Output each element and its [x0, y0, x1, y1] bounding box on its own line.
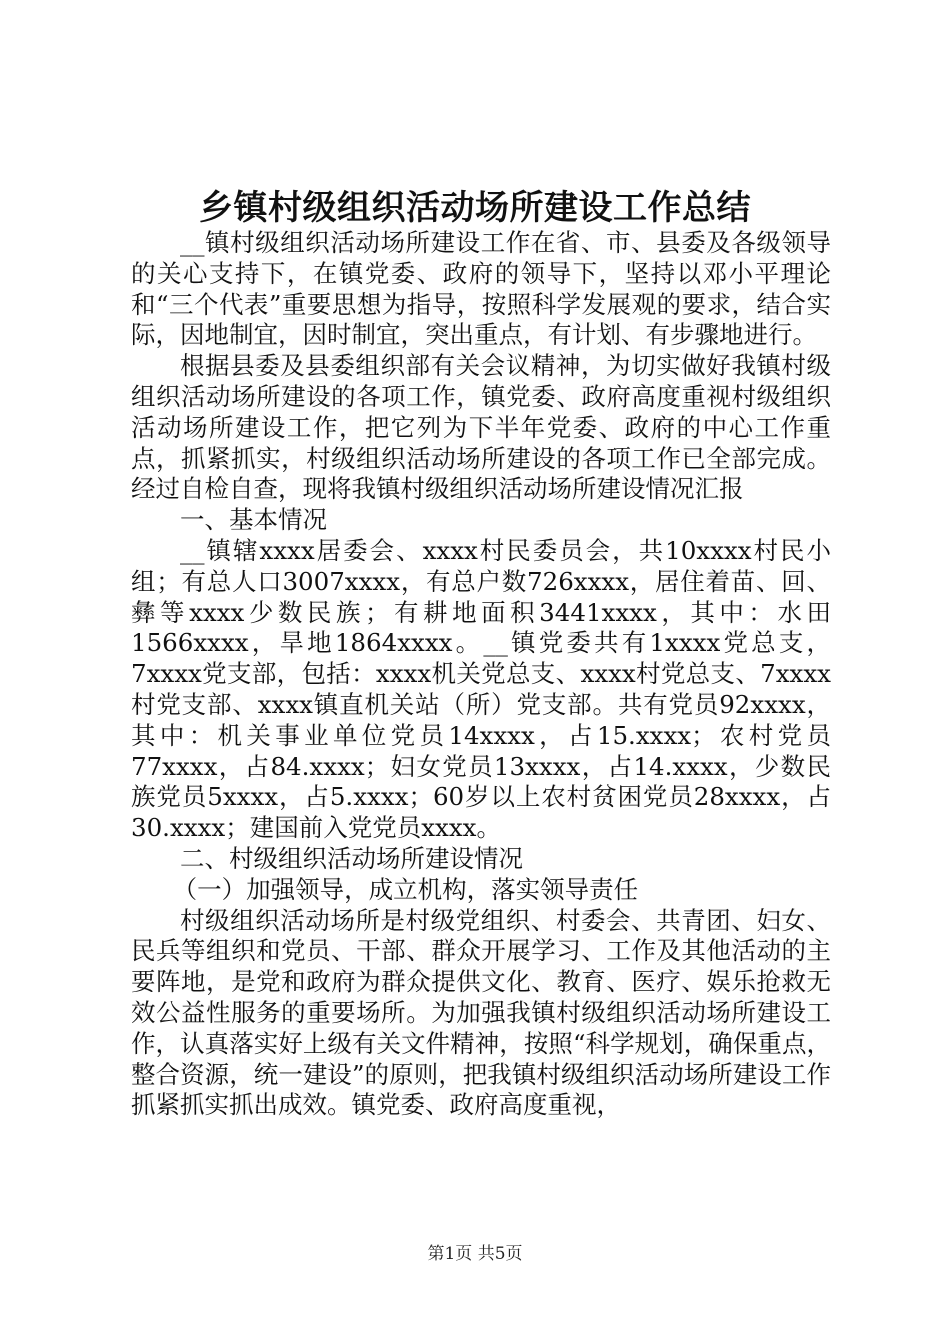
- section-heading-construction: 二、村级组织活动场所建设情况: [180, 843, 523, 873]
- paragraph-basic-situation: __镇辖xxxx居委会、xxxx村民委员会，共10xxxx村民小组；有总人口3007xxxx，有总户数726xxxx，居住着苗、回、彝等xxxx少数民族；有耕地面积3441xxxx，其中：水田1566xxxx，旱地1864xxxx。__镇党委共有1xxxx党总支，7xxxx党支部，包括：xxxx机关党总支、xxxx村党总支、7xxxx村党支部、xxxx镇直机关站（所）党支部。共有党员92xxxx，其中：机关事业单位党员14xxxx，占15.xxxx；农村党员77xxxx，占84.xxxx；妇女党员13xxxx，占14.xxxx，少数民族党员5xxxx，占5.xxxx；60岁以上农村贫困党员28xxxx，占30.xxxx；建国前入党党员xxxx。: [131, 535, 831, 843]
- section-heading-basic-situation: 一、基本情况: [180, 505, 327, 535]
- subsection-heading-leadership: （一）加强领导，成立机构，落实领导责任: [172, 874, 639, 904]
- page-number-footer: 第1页 共5页: [427, 1244, 523, 1264]
- paragraph-intro: __镇村级组织活动场所建设工作在省、市、县委及各级领导的关心支持下，在镇党委、政府的领导下，坚持以邓小平理论和“三个代表”重要思想为指导，按照科学发展观的要求，结合实际，因地制宜，因时制宜，突出重点，有计划、有步骤地进行。: [131, 228, 831, 350]
- document-title: 乡镇村级组织活动场所建设工作总结: [199, 188, 751, 228]
- paragraph-leadership: 村级组织活动场所是村级党组织、村委会、共青团、妇女、民兵等组织和党员、干部、群众开展学习、工作及其他活动的主要阵地，是党和政府为群众提供文化、教育、医疗、娱乐抢救无效公益性服务的重要场所。为加强我镇村级组织活动场所建设工作，认真落实好上级有关文件精神，按照“科学规划，确保重点，整合资源，统一建设”的原则，把我镇村级组织活动场所建设工作抓紧抓实抓出成效。镇党委、政府高度重视，: [131, 905, 831, 1120]
- paragraph-background: 根据县委及县委组织部有关会议精神，为切实做好我镇村级组织活动场所建设的各项工作，镇党委、政府高度重视村级组织活动场所建设工作，把它列为下半年党委、政府的中心工作重点，抓紧抓实，村级组织活动场所建设的各项工作已全部完成。经过自检自查，现将我镇村级组织活动场所建设情况汇报: [131, 351, 831, 504]
- document-body: [131, 228, 831, 1121]
